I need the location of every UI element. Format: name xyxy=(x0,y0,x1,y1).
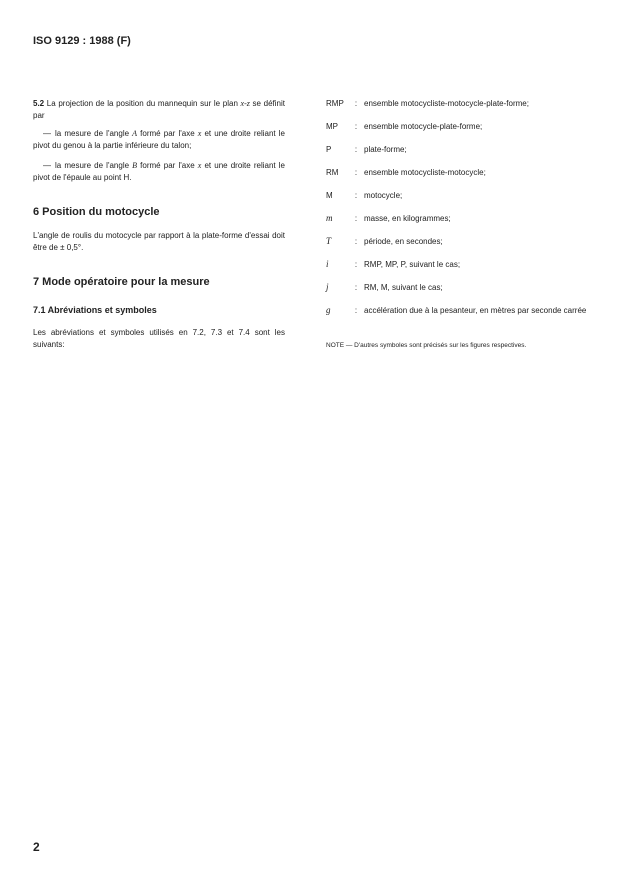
symbol-row xyxy=(326,236,590,248)
colon: : xyxy=(354,283,358,292)
symbol: P xyxy=(326,145,332,154)
symbol-definition: période, en secondes; xyxy=(364,237,443,246)
symbol: g xyxy=(326,305,331,315)
symbol-definition: motocycle; xyxy=(364,191,403,200)
colon: : xyxy=(354,191,358,200)
symbol-row xyxy=(326,282,590,294)
section-heading-7: 7 Mode opératoire pour la mesure xyxy=(33,276,210,288)
section-7-1-text: Les abréviations et symboles utilisés en 7.2, 7.3 et 7.4 sont les suivants: xyxy=(33,328,285,349)
list-item xyxy=(33,160,285,183)
colon: : xyxy=(354,99,358,108)
symbol-row xyxy=(326,213,590,225)
symbol-definition: masse, en kilogrammes; xyxy=(364,214,451,223)
symbol-definition: RMP, MP, P, suivant le cas; xyxy=(364,260,461,269)
dash: — xyxy=(43,129,51,138)
section-6-text: L'angle de roulis du motocycle par rapport à la plate-forme d'essai doit être de ± 0,5°. xyxy=(33,231,285,252)
symbol: RM xyxy=(326,168,339,177)
document-header: ISO 9129 : 1988 (F) xyxy=(33,35,131,47)
symbol-row xyxy=(326,190,590,202)
symbol-row xyxy=(326,305,590,317)
list-item-text: la mesure de l'angle B formé par l'axe x et une droite reliant le pivot de l'épaule au point H. xyxy=(33,161,285,182)
symbol-definition: accélération due à la pesanteur, en mètres par seconde carrée xyxy=(364,306,587,315)
symbol-definition: ensemble motocycliste-motocycle; xyxy=(364,168,486,177)
symbol-row xyxy=(326,98,590,110)
symbol-row xyxy=(326,144,590,156)
colon: : xyxy=(354,168,358,177)
list-item-text: la mesure de l'angle A formé par l'axe x et une droite reliant le pivot du genou à la partie inférieure du talon; xyxy=(33,129,285,150)
symbol: m xyxy=(326,213,333,223)
symbol: i xyxy=(326,259,329,269)
symbol: T xyxy=(326,236,332,246)
colon: : xyxy=(354,145,358,154)
section-heading-7-1: 7.1 Abréviations et symboles xyxy=(33,305,157,315)
symbol-row xyxy=(326,167,590,179)
symbol-definition: ensemble motocycliste-motocycle-plate-forme; xyxy=(364,99,529,108)
clause-text: La projection de la position du mannequin sur le plan x-z se définit par xyxy=(33,99,285,120)
symbol-definition: ensemble motocycle-plate-forme; xyxy=(364,122,483,131)
page-number: 2 xyxy=(33,840,40,854)
symbol: M xyxy=(326,191,333,200)
colon: : xyxy=(354,214,358,223)
colon: : xyxy=(354,260,358,269)
symbol-row xyxy=(326,121,590,133)
clause-5-2 xyxy=(33,98,285,121)
colon: : xyxy=(354,306,358,315)
symbol-row xyxy=(326,259,590,271)
list-item xyxy=(33,128,285,151)
dash: — xyxy=(43,161,51,170)
symbol-definition: plate-forme; xyxy=(364,145,407,154)
clause-number: 5.2 xyxy=(33,99,45,108)
symbol: MP xyxy=(326,122,338,131)
section-heading-6: 6 Position du motocycle xyxy=(33,206,160,218)
colon: : xyxy=(354,237,358,246)
symbol: j xyxy=(326,282,329,292)
note: NOTE — D'autres symboles sont précisés sur les figures respectives. xyxy=(326,342,527,349)
symbol: RMP xyxy=(326,99,344,108)
symbol-definition: RM, M, suivant le cas; xyxy=(364,283,443,292)
colon: : xyxy=(354,122,358,131)
